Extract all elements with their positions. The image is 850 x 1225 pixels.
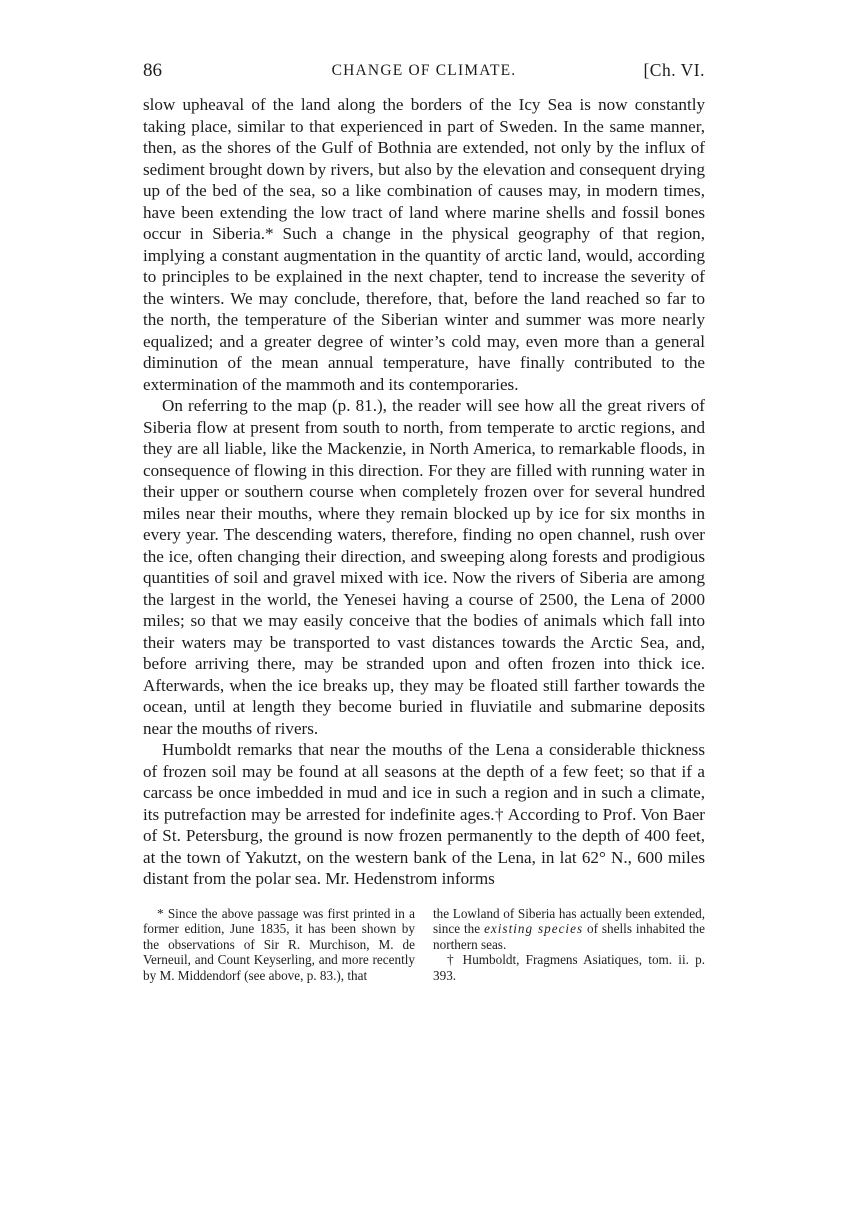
chapter-reference: [Ch. VI.: [643, 60, 705, 80]
paragraph-siberian-rivers: On referring to the map (p. 81.), the reader will see how all the great rivers of Siberia flow at present from south to north, from temperate to arctic regions, and they are all liable, like the Mackenzie, in North America, to remarkable floods, in consequence of flowing in this direction. For they are filled with running water in their upper or southern course when completely frozen over for several hundred miles near their mouths, where they remain blocked up by ice for six months in every year. The descending waters, therefore, finding no open channel, rush over the ice, often changing their direction, and sweeping along forests and prodigious quantities of soil and gravel mixed with ice. Now the rivers of Siberia are among the largest in the world, the Yenesei having a course of 2500, the Lena of 2000 miles; so that we may easily conceive that the bodies of animals which fall into their waters may be transported to vast distances towards the Arctic Sea, and, before arriving there, may be stranded upon and often frozen into thick ice. Afterwards, when the ice breaks up, they may be floated still farther towards the ocean, until at length they become buried in fluviatile and submarine deposits near the mouths of rivers.: [143, 396, 705, 738]
footnote-column-right: [433, 906, 705, 984]
paragraph-continued: slow upheaval of the land along the borders of the Icy Sea is now constantly taking place, similar to that experienced in part of Sweden. In the same manner, then, as the shores of the Gulf of Bothnia are extended, not only by the influx of sediment brought down by rivers, but also by the elevation and consequent drying up of the bed of the sea, so a like combination of causes may, in modern times, have been extending the low tract of land where marine shells and fossil bones occur in Siberia.* Such a change in the physical geography of that region, implying a constant augmentation in the quantity of arctic land, would, according to principles to be explained in the next chapter, tend to increase the severity of the winters. We may conclude, therefore, that, before the land reached so far to the north, the temperature of the Siberian winter and summer was more nearly equalized; and a greater degree of winter’s cold may, even more than a general diminution of the mean annual temperature, have finally contributed to the extermination of the mammoth and its contemporaries.: [143, 95, 705, 394]
body-text: [143, 94, 705, 890]
running-title: CHANGE OF CLIMATE.: [331, 62, 517, 79]
paragraph-frozen-soil: Humboldt remarks that near the mouths of the Lena a considerable thickness of frozen soil may be found at all seasons at the depth of a few feet; so that if a carcass be once imbedded in mud and ice in such a region and in such a climate, its putrefaction may be arrested for indefinite ages.† According to Prof. Von Baer of St. Petersburg, the ground is now frozen permanently to the depth of 400 feet, at the town of Yakutzt, on the western bank of the Lena, in lat 62° N., 600 miles distant from the polar sea. Mr. Hedenstrom informs: [143, 740, 705, 888]
footnote-emphasis: existing species: [484, 921, 584, 937]
footnotes: [143, 906, 705, 984]
footnote-column-left: [143, 906, 415, 984]
footnote-star-text-a: the Lowland of Siberia has actually been extended, since the: [433, 905, 705, 937]
footnote-star-text-b: of shells inhabited the northern seas.: [433, 921, 705, 952]
running-head: [143, 60, 705, 94]
page-number: 86: [143, 60, 162, 81]
book-page: [143, 60, 705, 983]
footnote-dagger: † Humboldt, Fragmens Asiatiques, tom. ii. p. 393.: [433, 952, 705, 983]
footnote-star: * Since the above passage was first printed in a former edition, June 1835, it has been shown by the observations of Sir R. Murchison, M. de Verneuil, and Count Keyserling, and more recently by M. Middendorf (see above, p. 83.), that: [143, 905, 415, 983]
footnote-star-continued: [433, 906, 705, 953]
